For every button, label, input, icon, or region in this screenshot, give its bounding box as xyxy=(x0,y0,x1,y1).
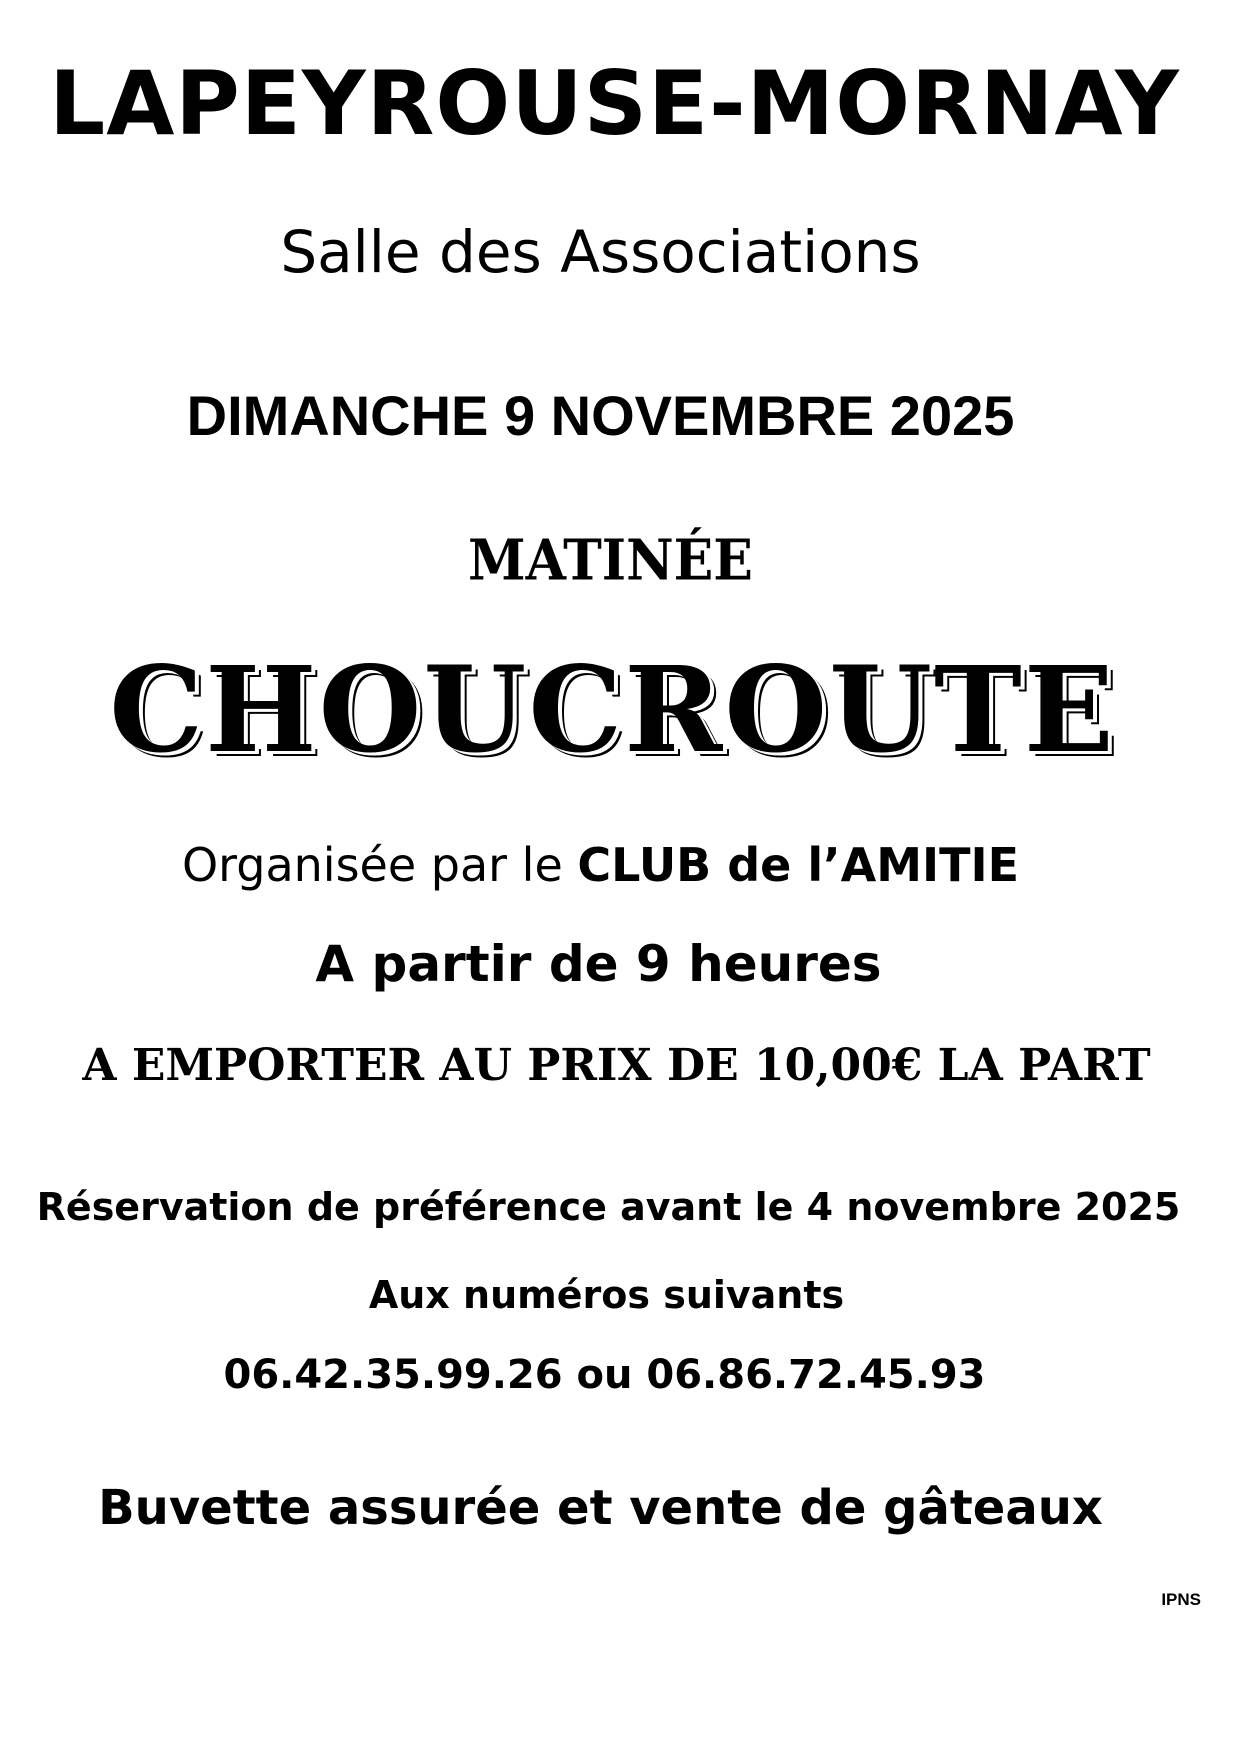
phone-numbers: 06.42.35.99.26 ou 06.86.72.45.93 xyxy=(223,1352,986,1398)
event-name: CHOUCROUTE xyxy=(109,640,1116,779)
event-prefix: MATINÉE xyxy=(468,527,753,594)
extras-line: Buvette assurée et vente de gâteaux xyxy=(98,1480,1103,1536)
town-title: LAPEYROUSE-MORNAY xyxy=(49,52,1180,155)
organiser-prefix: Organisée par le xyxy=(181,838,578,892)
numbers-intro: Aux numéros suivants xyxy=(368,1273,845,1317)
ipns-mark: IPNS xyxy=(1161,1590,1201,1609)
venue-line: Salle des Associations xyxy=(280,218,921,286)
event-date: DIMANCHE 9 NOVEMBRE 2025 xyxy=(186,384,1015,447)
organiser-line xyxy=(0,838,1221,892)
organiser-name: CLUB de l’AMITIE xyxy=(577,838,1020,892)
reservation-deadline: Réservation de préférence avant le 4 novembre 2025 xyxy=(36,1185,1181,1229)
takeaway-price: A EMPORTER AU PRIX DE 10,00€ LA PART xyxy=(82,1040,1151,1091)
start-time: A partir de 9 heures xyxy=(315,935,882,993)
